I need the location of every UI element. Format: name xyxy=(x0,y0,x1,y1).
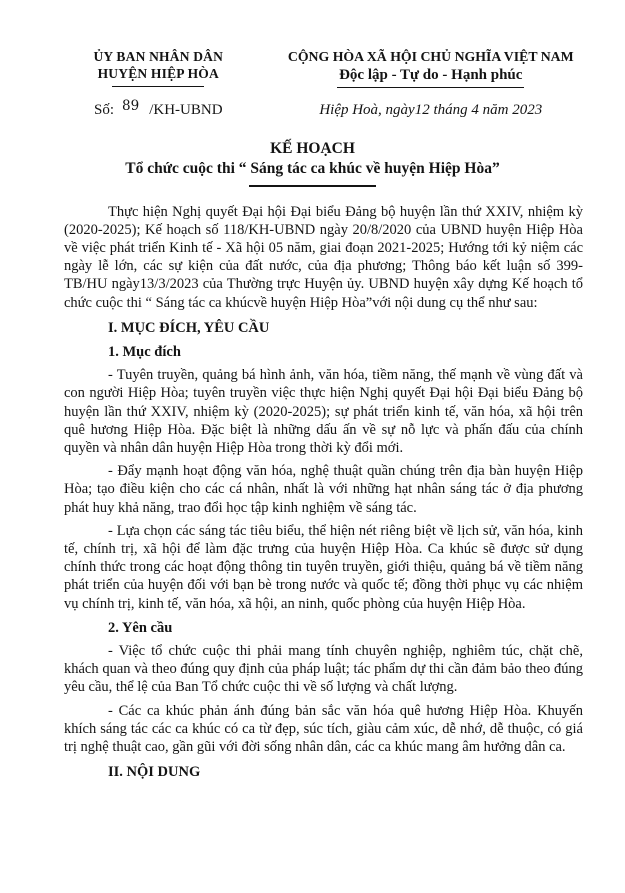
doc-subject-title: Tổ chức cuộc thi “ Sáng tác ca khúc về huyện Hiệp Hòa” xyxy=(125,160,500,177)
subsection-heading-requirements: 2. Yên cầu xyxy=(108,619,173,636)
doc-number-block xyxy=(52,98,265,119)
intro-paragraph: Thực hiện Nghị quyết Đại hội Đại biểu Đảng bộ huyện lần thứ XXIV, nhiệm kỳ (2020-2025); Kế hoạch số 118/KH-UBND ngày 20/8/2020 của UBND huyện Hiệp Hòa về việc phát triển Kinh tế - Xã hội 05 năm, giai đoạn 2021-2025; Hướng tới kỷ niệm các ngày lễ lớn, các sự kiện của đất nước, của địa phương; Thông báo kết luận số 399-TB/HU ngày13/3/2023 của Thường trực Huyện ủy. UBND huyện xây dựng Kế hoạch tổ chức cuộc thi “ Sáng tác ca khúcvề huyện Hiệp Hòa”với nội dung cụ thể như sau: xyxy=(64,203,583,311)
national-header-block xyxy=(265,48,597,88)
document-header xyxy=(0,0,625,88)
title-block xyxy=(0,139,625,187)
purpose-paragraph-2: - Đẩy mạnh hoạt động văn hóa, nghệ thuật quần chúng trên địa bàn huyện Hiệp Hòa; tạo điều kiện cho các cá nhân, nhất là với những hạt nhân sáng tác ở địa phương phát huy khả năng, trao đổi học tập kinh nghiệm về sáng tác. xyxy=(64,463,583,516)
subsection-heading-purpose: 1. Mục đích xyxy=(108,344,181,361)
org-underline-rule xyxy=(112,86,204,87)
section-heading-purpose-requirements: I. MỤC ĐÍCH, YÊU CẦU xyxy=(108,319,270,336)
purpose-paragraph-1: - Tuyên truyền, quảng bá hình ảnh, văn hóa, tiềm năng, thế mạnh về vùng đất và con người Hiệp Hòa; tuyên truyền việc thực hiện Nghị quyết Đại hội Đại biểu Đảng bộ huyện lần thứ XXIV, nhiệm kỳ (2020-2025); sự phát triển kinh tế, văn hóa, xã hội trên quê hương Hiệp Hòa. Đặc biệt là những dấu ấn về sự nỗ lực và phấn đấu của chính quyền và nhân dân huyện Hiệp Hòa trong thời kỳ đổi mới. xyxy=(64,367,583,457)
doc-number xyxy=(94,98,223,118)
national-title: CỘNG HÒA XÃ HỘI CHỦ NGHĨA VIỆT NAM xyxy=(287,49,574,64)
national-motto: Độc lập - Tự do - Hạnh phúc xyxy=(337,66,524,88)
doc-type-title: KẾ HOẠCH xyxy=(270,140,355,157)
doc-number-value: 89 xyxy=(122,98,140,114)
issuing-org-block xyxy=(52,48,265,88)
purpose-paragraph-3: - Lựa chọn các sáng tác tiêu biểu, thể hiện nét riêng biệt về lịch sử, văn hóa, kinh tế, chính trị, xã hội để làm đặc trưng của huyện Hiệp Hòa. Ca khúc sẽ được sử dụng chính thức trong các hoạt động thông tin tuyên truyền, giới thiệu, quảng bá về tiềm năng phát triển của huyện đối với bạn bè trong nước và quốc tế; đồng thời phục vụ các nhiệm vụ chính trị, kinh tế, văn hóa, xã hội, an ninh, quốc phòng của huyện Hiệp Hòa. xyxy=(64,522,583,612)
document-body xyxy=(0,187,625,782)
document-header-row2 xyxy=(0,88,625,119)
place-date-line: Hiệp Hoà, ngày12 tháng 4 năm 2023 xyxy=(319,102,543,118)
requirements-paragraph-1: - Việc tổ chức cuộc thi phải mang tính chuyên nghiệp, nghiêm túc, chặt chẽ, khách quan và theo đúng quy định của pháp luật; tác phẩm dự thi cần đảm bảo theo đúng yêu cầu, thể lệ của Ban Tổ chức cuộc thi về số lượng và chất lượng. xyxy=(64,643,583,696)
issuing-org-name: HUYỆN HIỆP HÒA xyxy=(97,66,219,81)
issuing-org-parent: ỦY BAN NHÂN DÂN xyxy=(93,49,224,64)
requirements-paragraph-2: - Các ca khúc phản ánh đúng bản sắc văn hóa quê hương Hiệp Hòa. Khuyến khích sáng tác các ca khúc có ca từ đẹp, súc tích, giàu cảm xúc, dễ nhớ, dễ thuộc, có giá trị nghệ thuật cao, gần gũi với đời sống nhân dân, các ca khúc mang âm hưởng dân ca. xyxy=(64,702,583,756)
doc-number-label: Số: xyxy=(94,102,115,118)
section-heading-content: II. NỘI DUNG xyxy=(108,764,201,781)
doc-number-suffix: /KH-UBND xyxy=(149,102,223,118)
